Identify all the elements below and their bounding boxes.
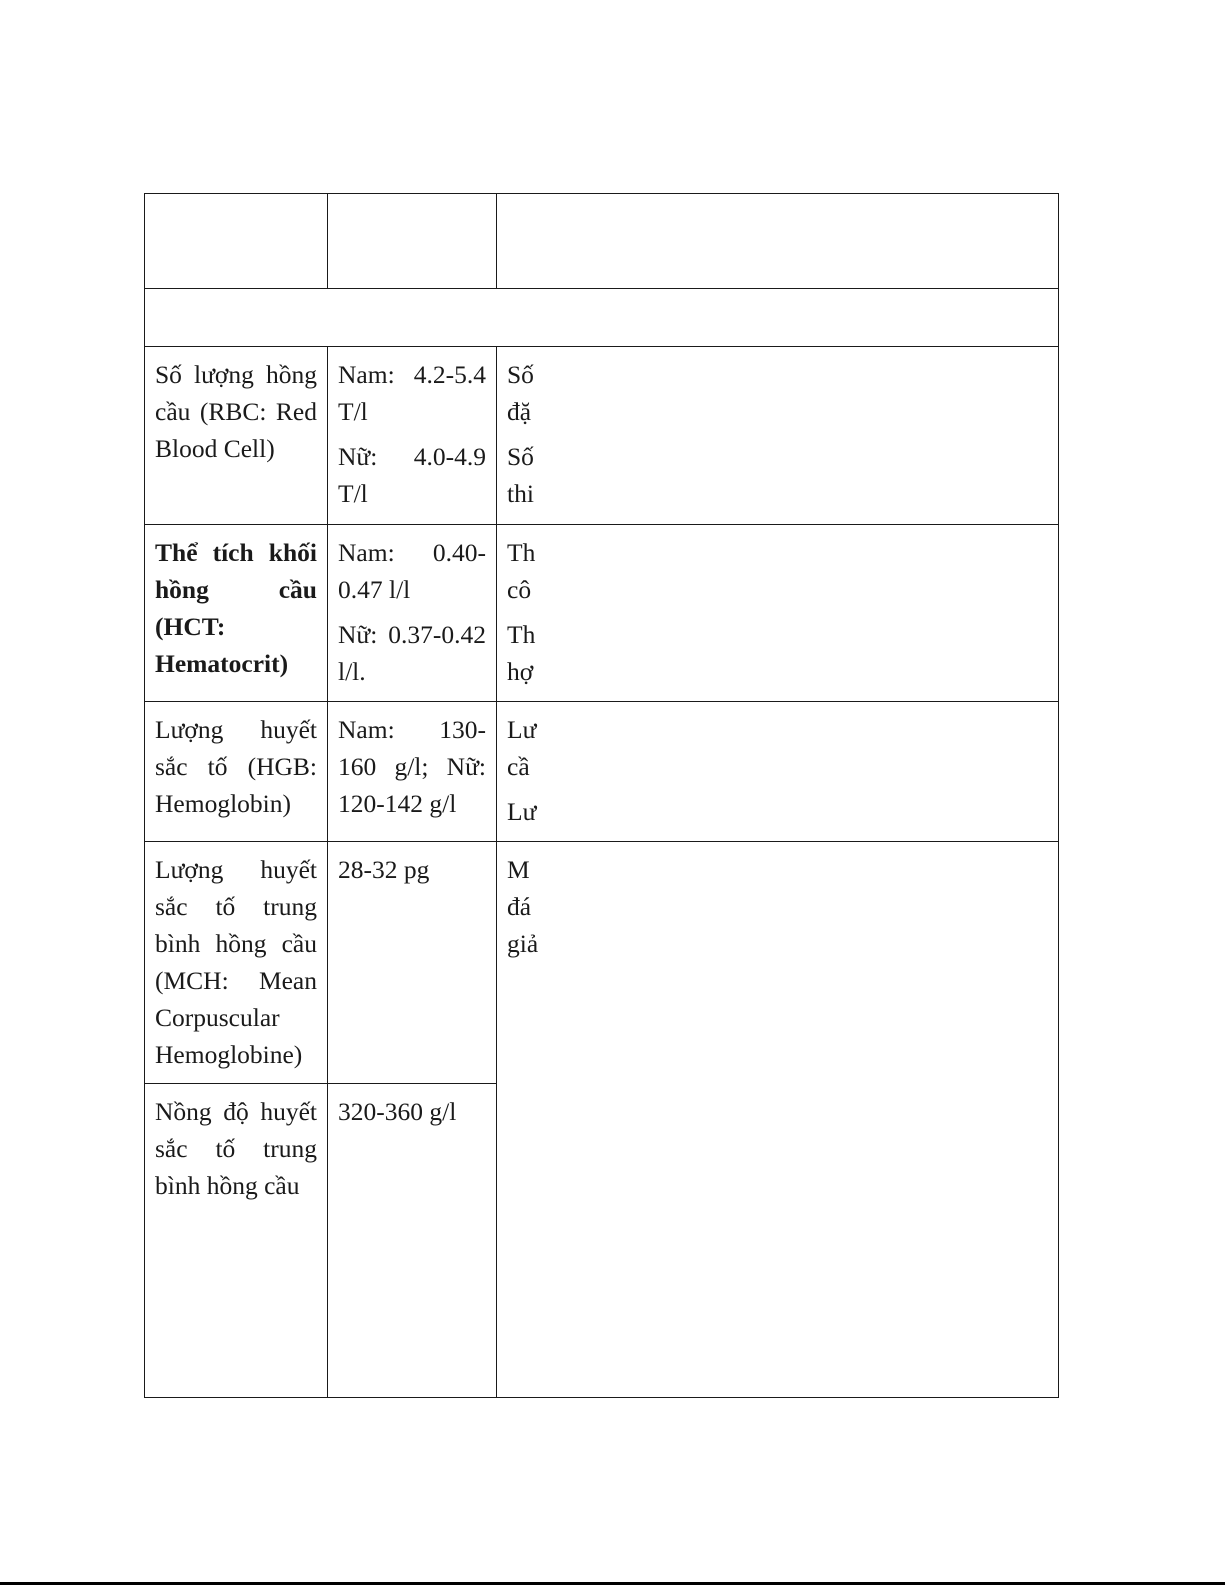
header-cell-3 (497, 194, 1059, 289)
meaning-line: Lư (507, 715, 537, 744)
range-female: Nữ: 4.0-4.9 T/l (338, 442, 486, 508)
meaning-paragraph (507, 438, 541, 512)
reference-range-cell (328, 525, 497, 702)
test-name-cell (145, 842, 328, 1084)
test-name-cell (145, 347, 328, 525)
test-name-cell (145, 1084, 328, 1398)
range-female: Nữ: 0.37-0.42 l/l. (338, 620, 486, 686)
range-value: 320-360 g/l (338, 1097, 457, 1126)
meaning-line: Số (507, 442, 534, 471)
test-name: Số lượng hồng cầu (RBC: Red Blood Cell) (155, 360, 317, 463)
reference-range-cell (328, 842, 497, 1084)
blood-test-table (144, 193, 1059, 1398)
meaning-line: thi (507, 479, 534, 508)
meaning-cell (497, 702, 1059, 842)
table-row (145, 702, 1059, 842)
test-name: Lượng huyết sắc tố trung bình hồng cầu (MCH: Mean Corpuscular Hemoglobine) (155, 855, 317, 1069)
reference-range-cell (328, 347, 497, 525)
meaning-cell (497, 842, 1059, 1398)
meaning-line: Th (507, 538, 536, 567)
range-value: 28-32 pg (338, 855, 430, 884)
test-name: Thể tích khối hồng cầu (HCT: Hematocrit) (155, 538, 317, 678)
meaning-line: giả (507, 929, 539, 958)
test-name: Nồng độ huyết sắc tố trung bình hồng cầu (155, 1097, 317, 1200)
meaning-paragraph (507, 356, 541, 430)
table-row (145, 347, 1059, 525)
meaning-line: Lư (507, 797, 537, 826)
meaning-line: cầ (507, 752, 530, 781)
meaning-paragraph (507, 851, 541, 962)
table-row (145, 525, 1059, 702)
range-male: Nam: 0.40-0.47 l/l (338, 538, 486, 604)
test-name-cell (145, 702, 328, 842)
meaning-line: cô (507, 575, 532, 604)
header-cell-1 (145, 194, 328, 289)
meaning-line: đá (507, 892, 532, 921)
reference-range-cell (328, 1084, 497, 1398)
meaning-line: hợ (507, 657, 534, 686)
table-header-row (145, 194, 1059, 289)
range-male: Nam: 4.2-5.4 T/l (338, 360, 486, 426)
reference-range-cell (328, 702, 497, 842)
meaning-cell (497, 525, 1059, 702)
meaning-paragraph (507, 793, 541, 830)
meaning-line: đặ (507, 397, 532, 426)
test-name: Lượng huyết sắc tố (HGB: Hemoglobin) (155, 715, 317, 818)
meaning-line: M (507, 855, 530, 884)
section-row (145, 289, 1059, 347)
meaning-line: Th (507, 620, 536, 649)
section-cell (145, 289, 1059, 347)
meaning-paragraph (507, 534, 541, 608)
meaning-paragraph (507, 616, 541, 690)
range-value: Nam: 130-160 g/l; Nữ: 120-142 g/l (338, 715, 486, 818)
meaning-paragraph (507, 711, 541, 785)
meaning-cell (497, 347, 1059, 525)
header-cell-2 (328, 194, 497, 289)
test-name-cell (145, 525, 328, 702)
table-row (145, 842, 1059, 1084)
meaning-line: Số (507, 360, 534, 389)
